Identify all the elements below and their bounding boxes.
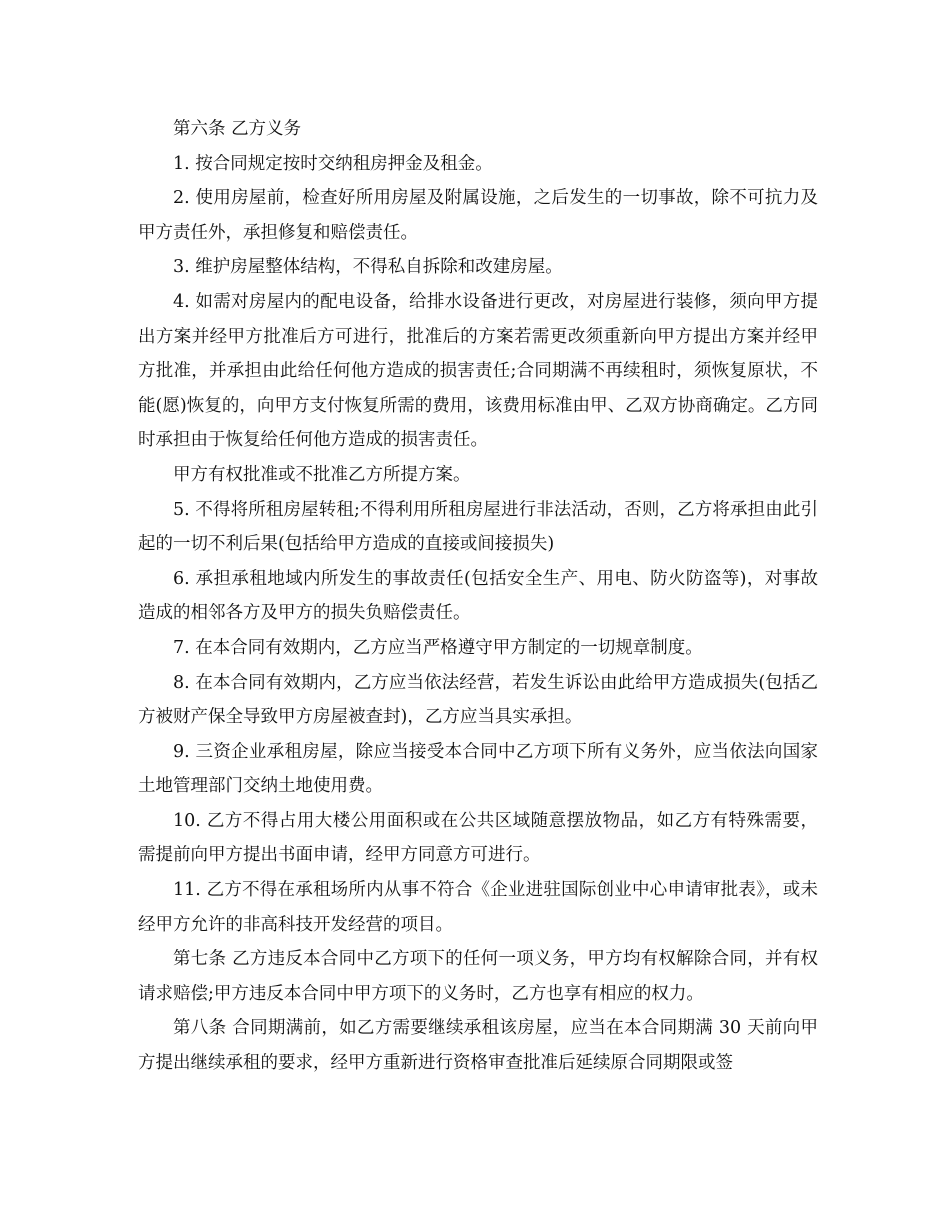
clause-10: 10. 乙方不得占用大楼公用面积或在公共区域随意摆放物品，如乙方有特殊需要，需提前向甲方提出书面申请，经甲方同意方可进行。 bbox=[138, 810, 818, 866]
clause-4-note: 甲方有权批准或不批准乙方所提方案。 bbox=[173, 464, 471, 485]
clause-9: 9. 三资企业承租房屋，除应当接受本合同中乙方项下所有义务外，应当依法向国家土地管理部门交纳土地使用费。 bbox=[138, 741, 818, 797]
clause-2: 2. 使用房屋前，检查好所用房屋及附属设施，之后发生的一切事故，除不可抗力及甲方责任外，承担修复和赔偿责任。 bbox=[138, 188, 818, 243]
clause-1: 1. 按合同规定按时交纳租房押金及租金。 bbox=[173, 153, 493, 174]
article-6-heading: 第六条 乙方义务 bbox=[173, 119, 302, 139]
article-8: 第八条 合同期满前，如乙方需要继续承租该房屋，应当在本合同期满 30 天前向甲方提出继续承租的要求，经甲方重新进行资格审查批准后延续原合同期限或签 bbox=[138, 1018, 818, 1074]
clause-3: 3. 维护房屋整体结构，不得私自拆除和改建房屋。 bbox=[173, 257, 563, 278]
clause-4: 4. 如需对房屋内的配电设备，给排水设备进行更改，对房屋进行装修，须向甲方提出方案并经甲方批准后方可进行，批准后的方案若需更改须重新向甲方提出方案并经甲方批准，并承担由此给任何他方造成的损害责任;合同期满不再续租时，须恢复原状，不能(愿)恢复的，向甲方支付恢复所需的费用，该费用标准由甲、乙双方协商确定。乙方同时承担由于恢复给任何他方造成的损害责任。 bbox=[138, 291, 818, 451]
clause-8: 8. 在本合同有效期内，乙方应当依法经营，若发生诉讼由此给甲方造成损失(包括乙方被财产保全导致甲方房屋被查封)，乙方应当具实承担。 bbox=[138, 672, 818, 728]
clause-7: 7. 在本合同有效期内，乙方应当严格遵守甲方制定的一切规章制度。 bbox=[173, 637, 703, 658]
clause-11: 11. 乙方不得在承租场所内从事不符合《企业进驻国际创业中心申请审批表》，或未经甲方允许的非高科技开发经营的项目。 bbox=[138, 880, 818, 935]
clause-6: 6. 承担承租地域内所发生的事故责任(包括安全生产、用电、防火防盗等)，对事故造成的相邻各方及甲方的损失负赔偿责任。 bbox=[138, 568, 818, 624]
clause-5: 5. 不得将所租房屋转租;不得利用所租房屋进行非法活动，否则，乙方将承担由此引起的一切不利后果(包括给甲方造成的直接或间接损失) bbox=[138, 499, 818, 555]
document-page bbox=[138, 112, 818, 1081]
article-7: 第七条 乙方违反本合同中乙方项下的任何一项义务，甲方均有权解除合同，并有权请求赔偿;甲方违反本合同中甲方项下的义务时，乙方也享有相应的权力。 bbox=[138, 949, 818, 1004]
